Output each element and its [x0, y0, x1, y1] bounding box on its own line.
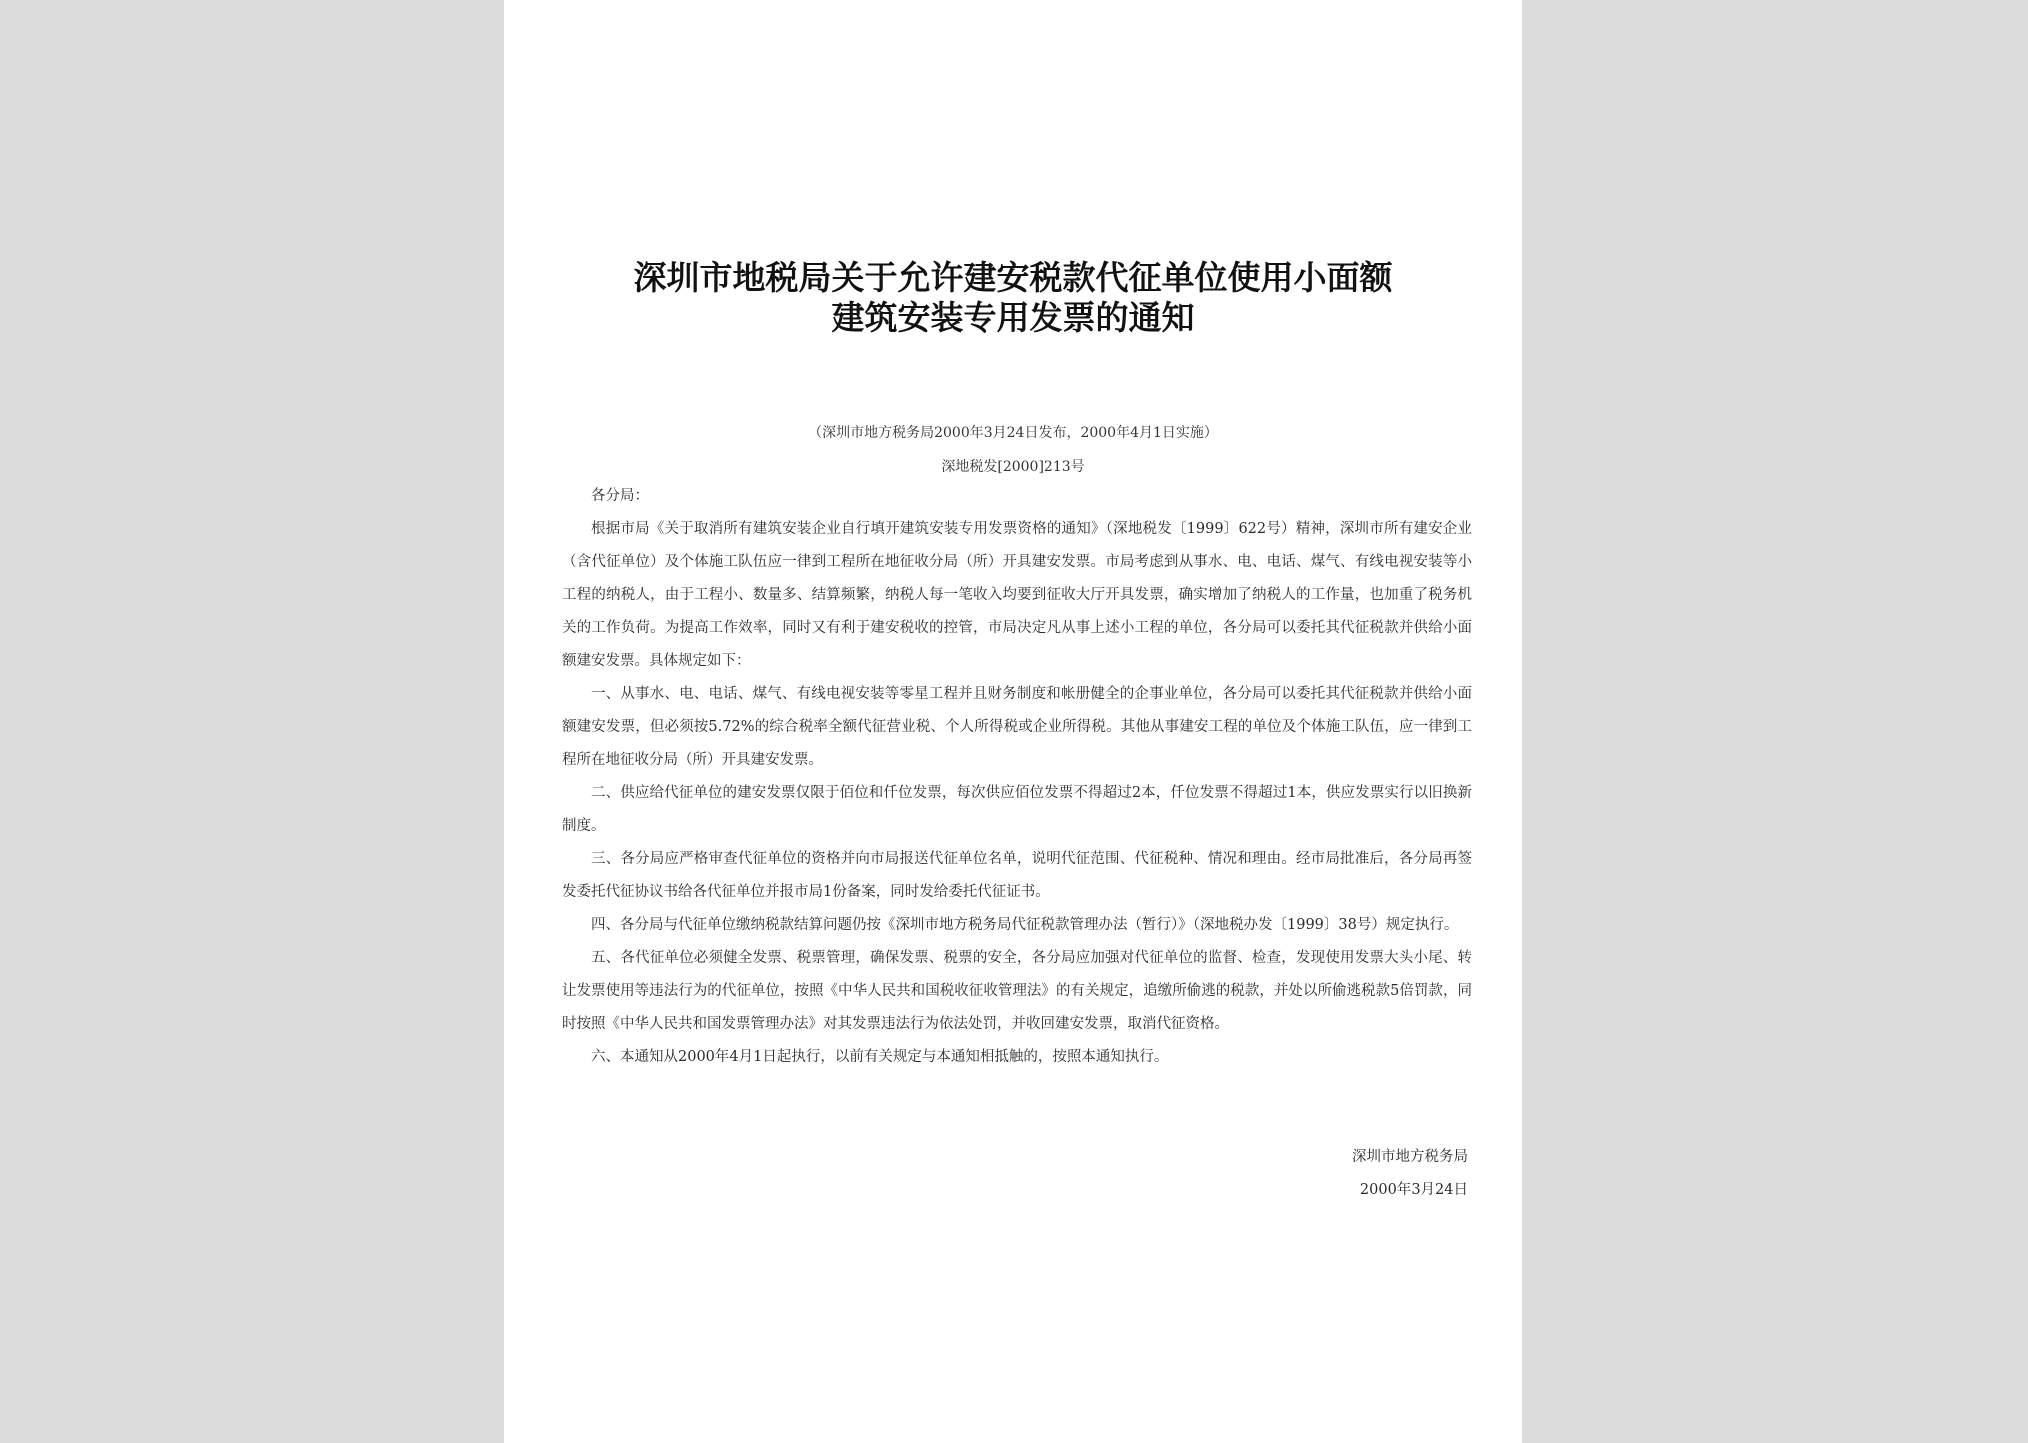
- document-body: [562, 480, 1472, 1074]
- issuance-info: （深圳市地方税务局2000年3月24日发布，2000年4月1日实施）: [808, 425, 1218, 441]
- paragraph: 四、各分局与代征单位缴纳税款结算问题仍按《深圳市地方税务局代征税款管理办法（暂行）》（深地税办发〔1999〕38号）规定执行。: [591, 917, 1459, 933]
- document-page: [504, 0, 1522, 1443]
- signature-date: 2000年3月24日: [1359, 1182, 1468, 1198]
- paragraph: 六、本通知从2000年4月1日起执行，以前有关规定与本通知相抵触的，按照本通知执行。: [591, 1049, 1169, 1065]
- title-line-1: 深圳市地税局关于允许建安税款代征单位使用小面额: [633, 258, 1393, 297]
- addressee: 各分局：: [591, 488, 649, 504]
- title-line-2: 建筑安装专用发票的通知: [831, 298, 1195, 337]
- document-number: 深地税发[2000]213号: [941, 459, 1085, 475]
- document-title: [504, 258, 1522, 338]
- paragraph: 根据市局《关于取消所有建筑安装企业自行填开建筑安装专用发票资格的通知》（深地税发〔1999〕622号）精神，深圳市所有建安企业（含代征单位）及个体施工队伍应一律到工程所在地征收分局（所）开具建安发票。市局考虑到从事水、电、电话、煤气、有线电视安装等小工程的纳税人，由于工程小、数量多、结算频繁，纳税人每一笔收入均要到征收大厅开具发票，确实增加了纳税人的工作量，也加重了税务机关的工作负荷。为提高工作效率，同时又有利于建安税收的控管，市局决定凡从事上述小工程的单位，各分局可以委托其代征税款并供给小面额建安发票。具体规定如下：: [562, 521, 1472, 669]
- paragraph: 一、从事水、电、电话、煤气、有线电视安装等零星工程并且财务制度和帐册健全的企事业单位，各分局可以委托其代征税款并供给小面额建安发票，但必须按5.72%的综合税率全额代征营业税、个人所得税或企业所得税。其他从事建安工程的单位及个体施工队伍，应一律到工程所在地征收分局（所）开具建安发票。: [562, 686, 1472, 768]
- paragraph: 五、各代征单位必须健全发票、税票管理，确保发票、税票的安全，各分局应加强对代征单位的监督、检查，发现使用发票大头小尾、转让发票使用等违法行为的代征单位，按照《中华人民共和国税收征收管理法》的有关规定，追缴所偷逃的税款，并处以所偷逃税款5倍罚款，同时按照《中华人民共和国发票管理办法》对其发票违法行为依法处罚，并收回建安发票，取消代征资格。: [562, 950, 1472, 1032]
- paragraph: 三、各分局应严格审查代征单位的资格并向市局报送代征单位名单，说明代征范围、代征税种、情况和理由。经市局批准后，各分局再签发委托代征协议书给各代征单位并报市局1份备案，同时发给委托代征证书。: [562, 851, 1472, 900]
- signature-org: 深圳市地方税务局: [1352, 1149, 1468, 1165]
- paragraph: 二、供应给代征单位的建安发票仅限于佰位和仟位发票，每次供应佰位发票不得超过2本，仟位发票不得超过1本，供应发票实行以旧换新制度。: [562, 785, 1472, 834]
